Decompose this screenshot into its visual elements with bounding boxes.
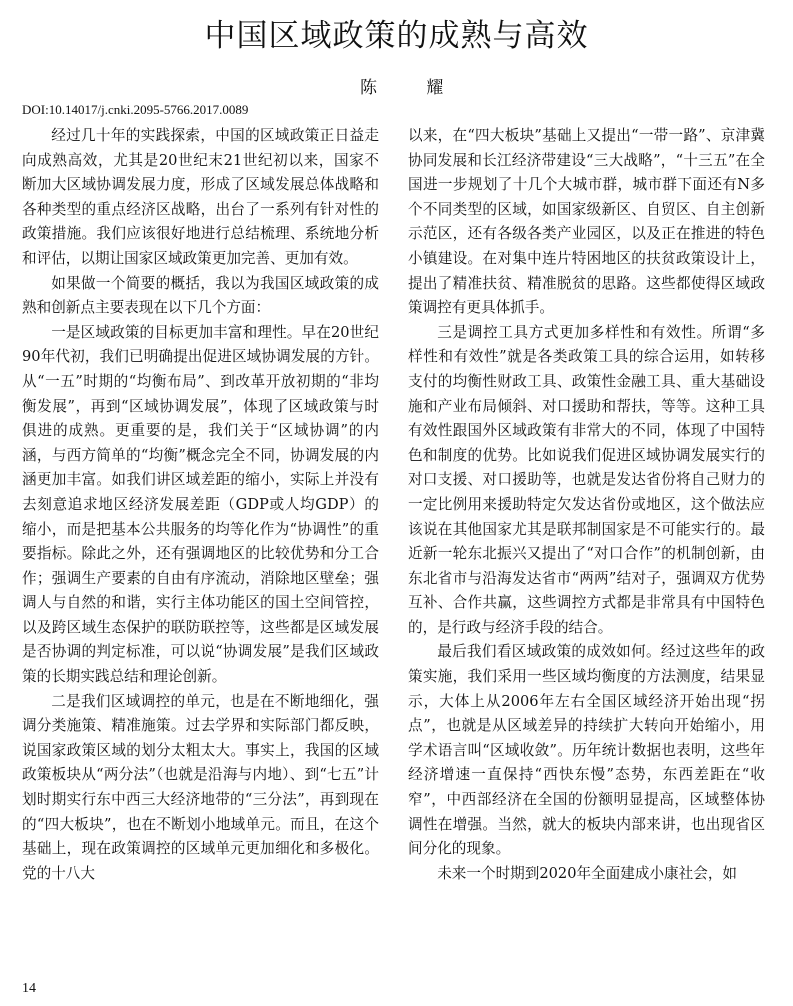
left-column	[22, 124, 379, 886]
paragraph-continuation: 以来，在“四大板块”基础上又提出“一带一路”、京津冀协同发展和长江经济带建设“三大战略”，“十三五”在全国进一步规划了十几个大城市群，城市群下面还有N多个不同类型的区域，如国家级新区、自贸区、自主创新示范区，还有各级各类产业园区，以及正在推进的特色小镇建设。在对集中连片特困地区的扶贫政策设计上，提出了精准扶贫、精准脱贫的思路。这些都使得区域政策调控有更具体抓手。	[408, 127, 765, 317]
paragraph: 三是调控工具方式更加多样性和有效性。所谓“多样性和有效性”就是各类政策工具的综合运用，如转移支付的均衡性财政工具、政策性金融工具、重大基础设施和产业布局倾斜、对口援助和帮扶，等等。这种工具有效性跟国外区域政策有非常大的不同，体现了中国特色和制度的优势。比如说我们促进区域协调发展实行的对口支援、对口援助等，也就是发达省份将自己财力的一定比例用来援助特定欠发达省份或地区，这个做法应该说在其他国家尤其是联邦制国家是不可能实行的。最近新一轮东北振兴又提出了“对口合作”的机制创新，由东北省市与沿海发达省市“两两”结对子，强调双方优势互补、合作共赢，这些调控方式都是非常具有中国特色的，是行政与经济手段的结合。	[408, 323, 765, 636]
paragraph: 二是我们区域调控的单元，也是在不断地细化，强调分类施策、精准施策。过去学界和实际部门都反映，说国家政策区域的划分太粗太大。事实上，我国的区域政策板块从“两分法”（也就是沿海与内地）、到“七五”计划时期实行东中西三大经济地带的“三分法”，再到现在的“四大板块”，也在不断划小地域单元。而且，在这个基础上，现在政策调控的区域单元更加细化和多极化。党的十八大	[22, 692, 379, 882]
paragraph: 最后我们看区域政策的成效如何。经过这些年的政策实施，我们采用一些区域均衡度的方法测度，结果显示，大体上从2006年左右全国区域经济开始出现“拐点”，也就是从区域差异的持续扩大转向开始缩小，用学术语言叫“区域收敛”。历年统计数据也表明，这些年经济增速一直保持“西快东慢”态势，东西差距在“收窄”，中西部经济在全国的份额明显提高，区域整体协调性在增强。当然，就大的板块内部来讲，也出现省区间分化的现象。	[408, 643, 765, 858]
article-title: 中国区域政策的成熟与高效	[204, 18, 589, 54]
paragraph: 未来一个时期到2020年全面建成小康社会，如	[437, 864, 738, 882]
paragraph: 如果做一个简要的概括，我以为我国区域政策的成熟和创新点主要表现在以下几个方面：	[22, 274, 379, 317]
page-number: 14	[22, 981, 36, 996]
author-name: 陈 耀	[360, 78, 466, 98]
paragraph: 一是区域政策的目标更加丰富和理性。早在20世纪90年代初，我们已明确提出促进区域协调发展的方针。从“一五”时期的“均衡布局”、到改革开放初期的“非均衡发展”，再到“区域协调发展”，体现了区域政策与时俱进的成熟。更重要的是，我们关于“区域协调”的内涵，与西方简单的“均衡”概念完全不同，协调发展的内涵更加丰富。如我们讲区域差距的缩小，实际上并没有去刻意追求地区经济发展差距（GDP或人均GDP）的缩小，而是把基本公共服务的均等化作为“协调性”的重要指标。除此之外，还有强调地区的比较优势和分工合作；强调生产要素的自由有序流动，消除地区壁垒；强调人与自然的和谐，实行主体功能区的国土空间管控，以及跨区域生态保护的联防联控等，这些都是区域发展是否协调的判定标准，可以说“协调发展”是我们区域政策的长期实践总结和理论创新。	[22, 323, 379, 686]
doi-line: DOI:10.14017/j.cnki.2095-5766.2017.0089	[22, 102, 249, 117]
paragraph: 经过几十年的实践探索，中国的区域政策正日益走向成熟高效，尤其是20世纪末21世纪初以来，国家不断加大区域协调发展力度，形成了区域发展总体战略和各种类型的重点经济区战略，出台了一系列有针对性的政策措施。我们应该很好地进行总结梳理、系统地分析和评估，以期让国家区域政策更加完善、更加有效。	[22, 127, 379, 267]
right-column	[408, 124, 765, 886]
